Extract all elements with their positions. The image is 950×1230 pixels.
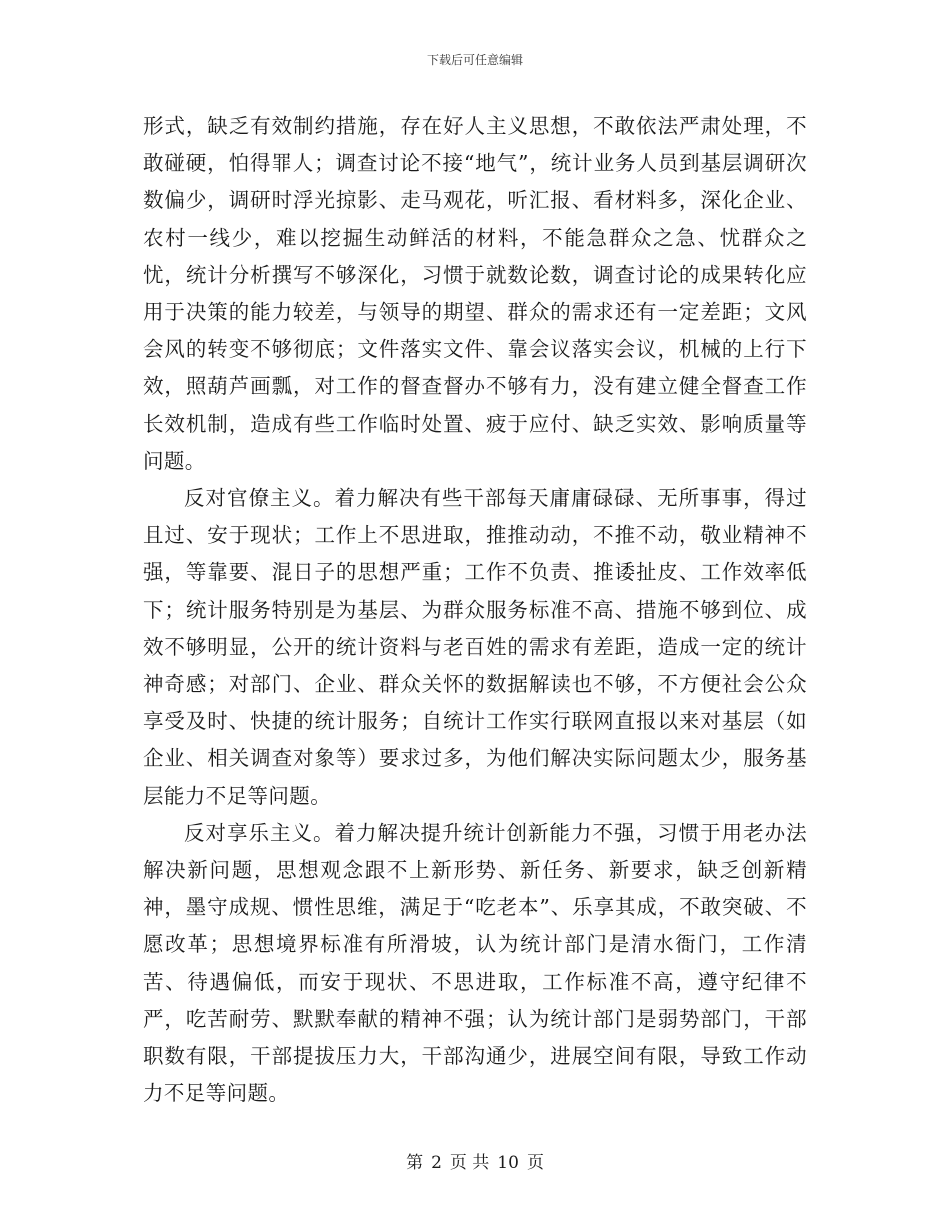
current-page-number: 2 [431,1153,442,1173]
document-body [143,108,807,1112]
page-number-footer [0,1152,950,1174]
footer-middle: 页 共 [449,1153,490,1173]
footer-suffix: 页 [526,1153,544,1173]
page-header-note: 下载后可任意编辑 [426,53,523,67]
total-page-count: 10 [497,1153,519,1173]
footer-prefix: 第 [406,1153,424,1173]
paragraph-anti-hedonism: 反对享乐主义。着力解决提升统计创新能力不强，习惯于用老办法解决新问题，思想观念跟不上新形势、新任务、新要求，缺乏创新精神，墨守成规、惯性思维，满足于“吃老本”、乐享其成，不敢突破、不愿改革；思想境界标准有所滑坡，认为统计部门是清水衙门，工作清苦、待遇偏低，而安于现状、不思进取，工作标准不高，遵守纪律不严，吃苦耐劳、默默奉献的精神不强；认为统计部门是弱势部门，干部职数有限，干部提拔压力大，干部沟通少，进展空间有限，导致工作动力不足等问题。 [143,820,807,1106]
paragraph-continuation: 形式，缺乏有效制约措施，存在好人主义思想，不敢依法严肃处理，不敢碰硬，怕得罪人；调查讨论不接“地气”，统计业务人员到基层调研次数偏少，调研时浮光掠影、走马观花，听汇报、看材料多，深化企业、农村一线少，难以挖掘生动鲜活的材料，不能急群众之急、忧群众之忧，统计分析撰写不够深化，习惯于就数论数，调查讨论的成果转化应用于决策的能力较差，与领导的期望、群众的需求还有一定差距；文风会风的转变不够彻底；文件落实文件、靠会议落实会议，机械的上行下效，照葫芦画瓢，对工作的督查督办不够有力，没有建立健全督查工作长效机制，造成有些工作临时处置、疲于应付、缺乏实效、影响质量等问题。 [143,114,807,473]
paragraph-anti-bureaucracy: 反对官僚主义。着力解决有些干部每天庸庸碌碌、无所事事，得过且过、安于现状；工作上不思进取，推推动动，不推不动，敬业精神不强，等靠要、混日子的思想严重；工作不负责、推诿扯皮、工作效率低下；统计服务特别是为基层、为群众服务标准不高、措施不够到位、成效不够明显，公开的统计资料与老百姓的需求有差距，造成一定的统计神奇感；对部门、企业、群众关怀的数据解读也不够，不方便社会公众享受及时、快捷的统计服务；自统计工作实行联网直报以来对基层（如企业、相关调查对象等）要求过多，为他们解决实际问题太少，服务基层能力不足等问题。 [143,486,807,808]
